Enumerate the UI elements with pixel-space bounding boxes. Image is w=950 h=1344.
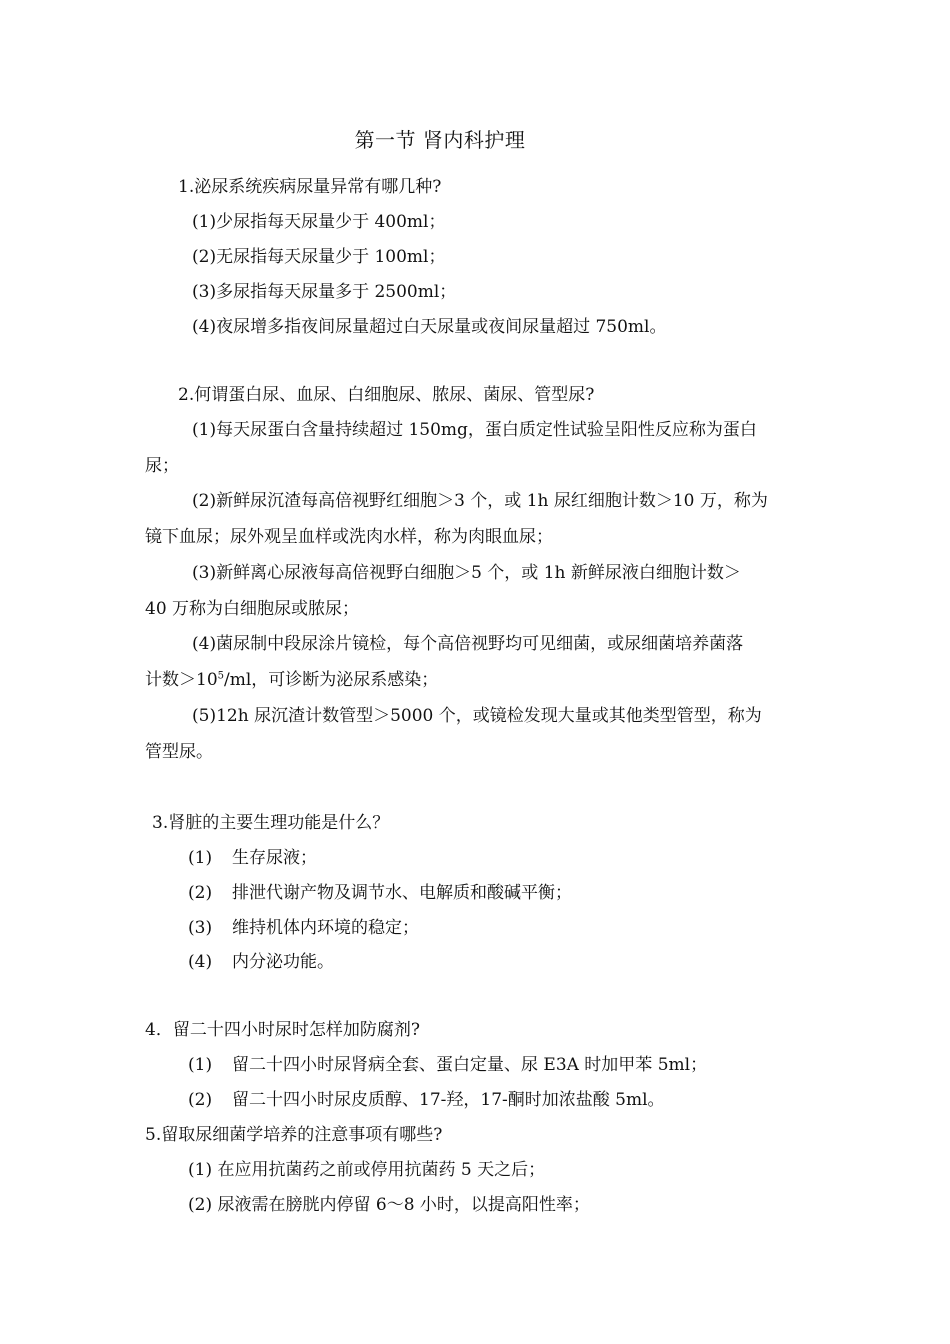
question-5-item: (2) 尿液需在膀胱内停留 6～8 小时，以提高阳性率；: [188, 1195, 590, 1215]
question-2-paragraph-2: (2)新鲜尿沉渣每高倍视野红细胞＞3 个，或 1h 尿红细胞计数＞10 万，称为: [192, 491, 768, 511]
question-3-item: [188, 951, 334, 973]
question-1-item: (1)少尿指每天尿量少于 400ml；: [192, 212, 446, 232]
question-2-paragraph-1-cont: 尿；: [145, 456, 179, 476]
question-2-paragraph-3-cont: 40 万称为白细胞尿或脓尿；: [145, 599, 360, 619]
item-text: 内分泌功能。: [232, 952, 334, 972]
item-number: (2): [188, 883, 213, 903]
question-2-paragraph-4: (4)菌尿制中段尿涂片镜检，每个高倍视野均可见细菌，或尿细菌培养菌落: [192, 634, 744, 654]
question-1-item: (3)多尿指每天尿量多于 2500ml；: [192, 282, 457, 302]
item-number: (1): [188, 848, 213, 868]
question-2-paragraph-1: (1)每天尿蛋白含量持续超过 150mg，蛋白质定性试验呈阳性反应称为蛋白: [192, 420, 757, 440]
item-text: 留二十四小时尿皮质醇、17-羟，17-酮时加浓盐酸 5ml。: [232, 1090, 665, 1110]
item-text: 排泄代谢产物及调节水、电解质和酸碱平衡；: [232, 883, 572, 903]
item-text: 留二十四小时尿肾病全套、蛋白定量、尿 E3A 时加甲苯 5ml；: [232, 1055, 708, 1075]
question-5-heading: 5.留取尿细菌学培养的注意事项有哪些?: [145, 1125, 443, 1145]
superscript: 5: [217, 670, 225, 682]
item-number: (2): [188, 1090, 213, 1110]
item-text: 生存尿液；: [232, 848, 317, 868]
question-1-item: (4)夜尿增多指夜间尿量超过白天尿量或夜间尿量超过 750ml。: [192, 317, 667, 337]
question-3-item: [188, 882, 572, 904]
question-3-heading: 3.肾脏的主要生理功能是什么？: [152, 813, 390, 833]
item-number: (1): [188, 1055, 213, 1075]
text-segment: /ml，可诊断为泌尿系感染；: [224, 670, 439, 690]
question-2-paragraph-5-cont: 管型尿。: [145, 742, 213, 762]
question-2-paragraph-5: (5)12h 尿沉渣计数管型＞5000 个，或镜检发现大量或其他类型管型，称为: [192, 706, 762, 726]
question-2-paragraph-2-cont: 镜下血尿；尿外观呈血样或洗肉水样，称为肉眼血尿；: [145, 527, 553, 547]
item-number: (3): [188, 918, 213, 938]
question-1-item: (2)无尿指每天尿量少于 100ml；: [192, 247, 446, 267]
question-2-heading: 2.何谓蛋白尿、血尿、白细胞尿、脓尿、菌尿、管型尿?: [178, 385, 595, 405]
question-5-item: (1) 在应用抗菌药之前或停用抗菌药 5 天之后；: [188, 1160, 546, 1180]
text-segment: 计数＞10: [145, 670, 218, 690]
question-3-item: [188, 917, 419, 939]
question-4-item: [188, 1054, 707, 1076]
question-2-paragraph-3: (3)新鲜离心尿液每高倍视野白细胞＞5 个，或 1h 新鲜尿液白细胞计数＞: [192, 563, 741, 583]
question-4-item: [188, 1089, 665, 1111]
question-2-paragraph-4-cont: [145, 669, 438, 691]
item-text: 维持机体内环境的稳定；: [232, 918, 419, 938]
question-3-item: [188, 847, 317, 869]
question-4-heading: 4．留二十四小时尿时怎样加防腐剂?: [145, 1020, 420, 1040]
question-1-heading: 1.泌尿系统疾病尿量异常有哪几种?: [178, 177, 442, 197]
item-number: (4): [188, 952, 213, 972]
section-title: 第一节 肾内科护理: [354, 128, 526, 152]
